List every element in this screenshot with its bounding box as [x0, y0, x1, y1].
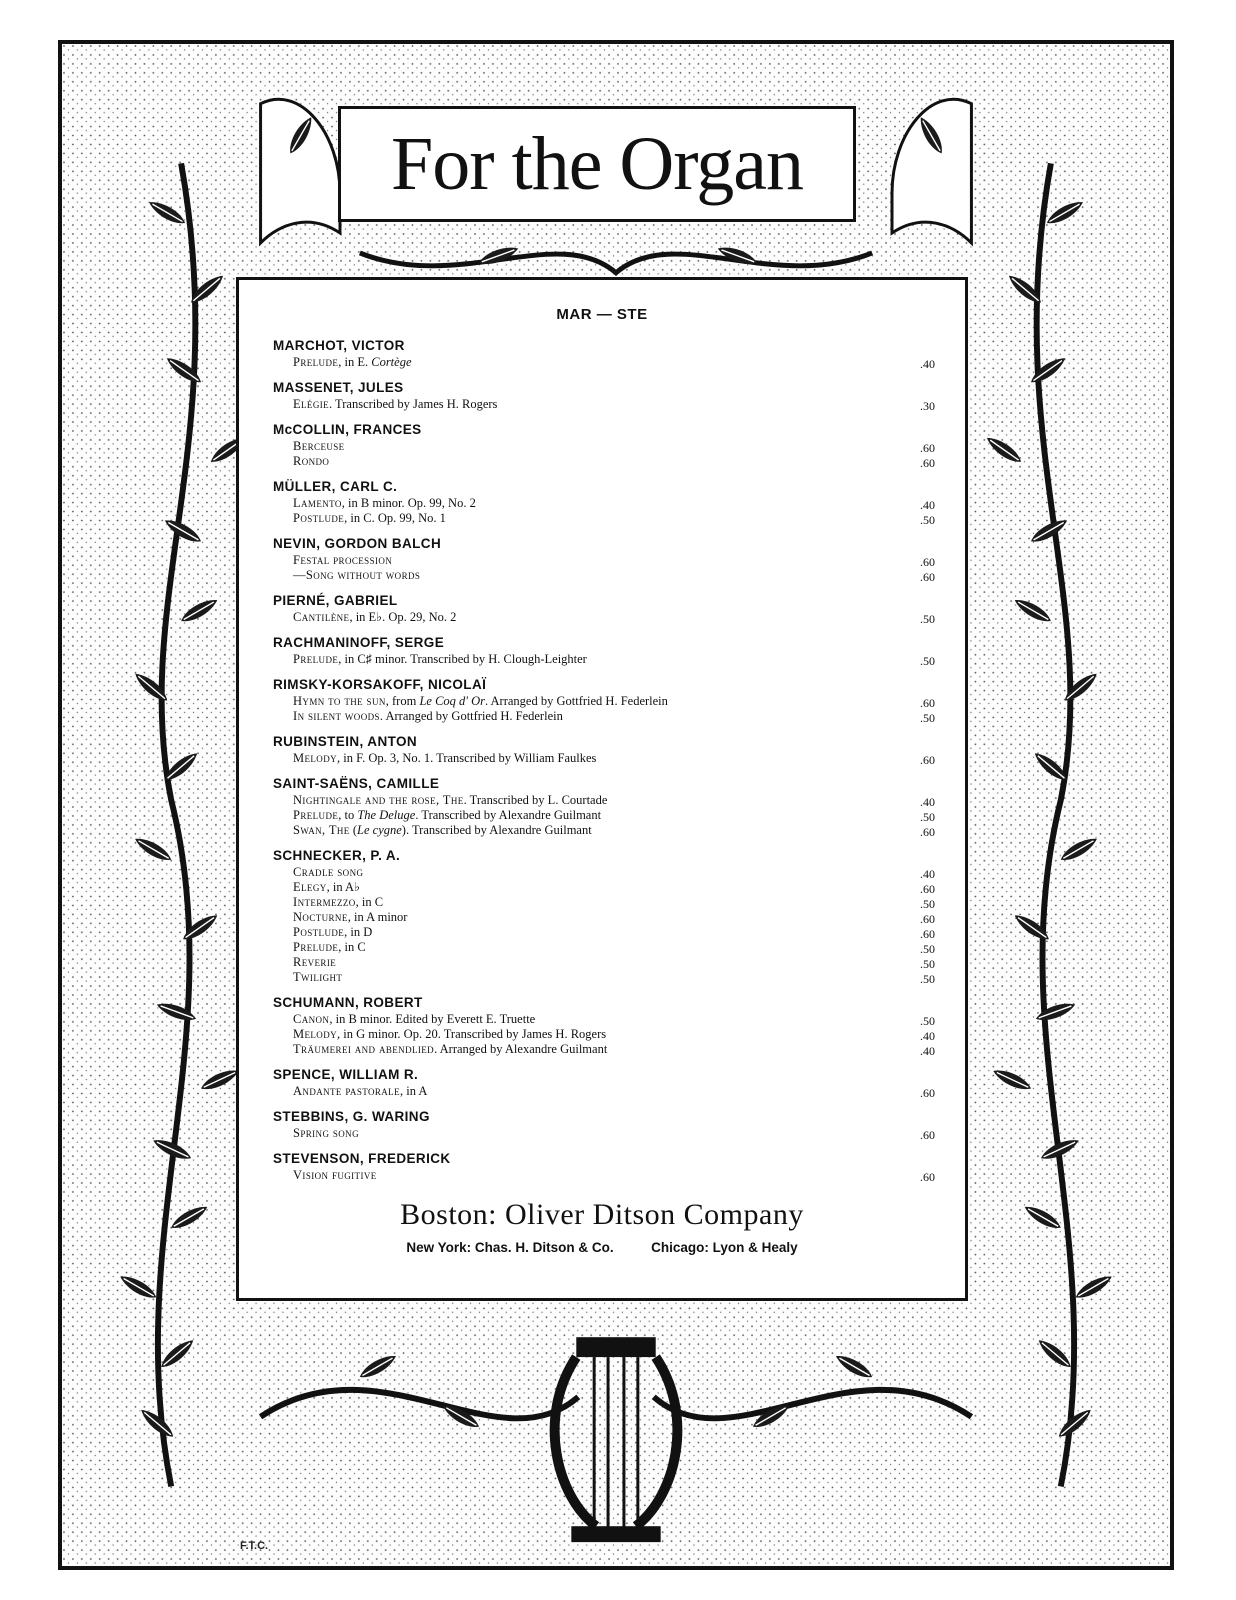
piece-row: [273, 910, 935, 925]
piece-title: Swan, The: [293, 823, 350, 837]
piece-row: [273, 553, 935, 568]
title-banner: [338, 106, 856, 222]
piece-row: [273, 925, 935, 940]
piece-italic: Cortège: [371, 355, 412, 369]
piece-row: [273, 1084, 935, 1099]
piece-price: .50: [920, 972, 935, 986]
piece-row: [273, 652, 935, 667]
piece-detail: , in B minor. Op. 99, No. 2: [341, 496, 476, 510]
composer-heading: SCHUMANN, ROBERT: [273, 995, 423, 1010]
piece-price: .60: [920, 570, 935, 584]
piece-row: [273, 1042, 935, 1057]
piece-title: Cradle song: [293, 865, 364, 879]
piece-title: Nocturne: [293, 910, 348, 924]
piece-italic: Le cygne: [357, 823, 402, 837]
piece-row: [273, 751, 935, 766]
piece-row: [273, 439, 935, 454]
piece-detail: , from: [385, 694, 420, 708]
piece-price: .60: [920, 912, 935, 926]
piece-title: Berceuse: [293, 439, 345, 453]
composer-heading: McCOLLIN, FRANCES: [273, 422, 422, 437]
composer-heading: SPENCE, WILLIAM R.: [273, 1067, 419, 1082]
piece-price: .40: [920, 867, 935, 881]
piece-title: Elégie: [293, 397, 330, 411]
piece-title: Andante pastorale: [293, 1084, 400, 1098]
piece-row: [273, 823, 935, 838]
piece-title: Reverie: [293, 955, 337, 969]
piece-detail: , in C: [338, 940, 366, 954]
piece-detail: , in A: [399, 1084, 428, 1098]
piece-title: Festal procession: [293, 553, 393, 567]
piece-price: .40: [920, 357, 935, 371]
piece-title: Rondo: [293, 454, 330, 468]
publisher-new-york: New York: Chas. H. Ditson & Co.: [406, 1240, 614, 1255]
piece-row: [273, 709, 935, 724]
piece-title: Träumerei and abendlied: [293, 1042, 435, 1056]
piece-title: In silent woods: [293, 709, 380, 723]
piece-detail: , in D: [344, 925, 373, 939]
piece-row: [273, 880, 935, 895]
piece-row: [273, 1168, 935, 1183]
piece-price: .60: [920, 456, 935, 470]
piece-detail: , in B minor. Edited by Everett E. Truette: [329, 1012, 536, 1026]
piece-price: .50: [920, 711, 935, 725]
piece-title: Nightingale and the rose, The: [293, 793, 464, 807]
piece-row: [273, 397, 935, 412]
piece-row: [273, 1126, 935, 1141]
piece-row: [273, 610, 935, 625]
piece-title: Prelude: [293, 652, 339, 666]
piece-price: .50: [920, 1014, 935, 1028]
piece-detail: . Arranged by Alexandre Guilmant: [434, 1042, 608, 1056]
piece-price: .50: [920, 957, 935, 971]
piece-title: Canon: [293, 1012, 330, 1026]
piece-detail: , in E♭. Op. 29, No. 2: [349, 610, 457, 624]
composer-heading: NEVIN, GORDON BALCH: [273, 536, 442, 551]
piece-detail: , in A minor: [347, 910, 408, 924]
page-title: For the Organ: [391, 122, 803, 206]
piece-price: .60: [920, 555, 935, 569]
piece-price: .50: [920, 513, 935, 527]
piece-detail: , in E.: [338, 355, 372, 369]
piece-price: .50: [920, 612, 935, 626]
piece-row: [273, 694, 935, 709]
composer-heading: PIERNÉ, GABRIEL: [273, 593, 398, 608]
piece-row: [273, 1012, 935, 1027]
composer-heading: MÜLLER, CARL C.: [273, 479, 398, 494]
piece-detail: (: [349, 823, 358, 837]
piece-row: [273, 793, 935, 808]
piece-detail-after: ). Transcribed by Alexandre Guilmant: [401, 823, 592, 837]
piece-price: .60: [920, 1086, 935, 1100]
piece-price: .40: [920, 1044, 935, 1058]
piece-detail: . Transcribed by James H. Rogers: [329, 397, 498, 411]
piece-detail: . Arranged by Gottfried H. Federlein: [379, 709, 563, 723]
composer-heading: RACHMANINOFF, SERGE: [273, 635, 445, 650]
piece-price: .60: [920, 882, 935, 896]
piece-price: .30: [920, 399, 935, 413]
piece-detail: , in C. Op. 99, No. 1: [344, 511, 446, 525]
artist-mark: F.T.C.: [240, 1540, 269, 1552]
piece-row: [273, 955, 935, 970]
piece-title: Melody: [293, 751, 338, 765]
piece-price: .50: [920, 897, 935, 911]
piece-title: Prelude: [293, 355, 339, 369]
piece-row: [273, 568, 935, 583]
piece-price: .60: [920, 441, 935, 455]
piece-price: .50: [920, 654, 935, 668]
publisher-main: Boston: Oliver Ditson Company: [400, 1198, 804, 1231]
piece-row: [273, 808, 935, 823]
piece-detail: , in C: [355, 895, 384, 909]
piece-detail-after: . Arranged by Gottfried H. Federlein: [484, 694, 668, 708]
composer-heading: STEVENSON, FREDERICK: [273, 1151, 451, 1166]
piece-title: Prelude: [293, 808, 339, 822]
composer-heading: MASSENET, JULES: [273, 380, 404, 395]
composer-heading: MARCHOT, VICTOR: [273, 338, 405, 353]
piece-title: Lamento: [293, 496, 342, 510]
piece-row: [273, 355, 935, 370]
piece-title: Vision fugitive: [293, 1168, 377, 1182]
piece-detail: , in F. Op. 3, No. 1. Transcribed by William Faulkes: [337, 751, 597, 765]
piece-title: Intermezzo: [293, 895, 356, 909]
composer-heading: STEBBINS, G. WARING: [273, 1109, 430, 1124]
piece-title: Postlude: [293, 925, 345, 939]
piece-row: [273, 865, 935, 880]
piece-price: .40: [920, 498, 935, 512]
composer-heading: SCHNECKER, P. A.: [273, 848, 401, 863]
piece-detail: . Transcribed by L. Courtade: [463, 793, 608, 807]
piece-row: [273, 1027, 935, 1042]
piece-price: .60: [920, 696, 935, 710]
piece-price: .60: [920, 1170, 935, 1184]
piece-title: Melody: [293, 1027, 338, 1041]
composer-heading: RUBINSTEIN, ANTON: [273, 734, 418, 749]
piece-title: Twilight: [293, 970, 343, 984]
piece-price: .40: [920, 1029, 935, 1043]
piece-row: [273, 454, 935, 469]
piece-price: .60: [920, 753, 935, 767]
catalog-panel: [236, 277, 968, 1301]
piece-title: Spring song: [293, 1126, 359, 1140]
piece-detail: , in C♯ minor. Transcribed by H. Clough-Leighter: [338, 652, 587, 666]
piece-title: Cantilène: [293, 610, 350, 624]
piece-row: [273, 895, 935, 910]
alphabetical-range: MAR — STE: [556, 306, 648, 323]
piece-price: .60: [920, 825, 935, 839]
piece-price: .60: [920, 927, 935, 941]
piece-detail-after: . Transcribed by Alexandre Guilmant: [415, 808, 602, 822]
piece-detail: , in A♭: [326, 880, 360, 894]
publisher-branches: [239, 1240, 965, 1255]
piece-price: .50: [920, 810, 935, 824]
piece-title: Postlude: [293, 511, 345, 525]
piece-price: .40: [920, 795, 935, 809]
piece-price: .60: [920, 1128, 935, 1142]
piece-row: [273, 496, 935, 511]
piece-italic: Le Coq d' Or: [419, 694, 485, 708]
piece-detail: , to: [338, 808, 358, 822]
piece-detail: , in G minor. Op. 20. Transcribed by James H. Rogers: [337, 1027, 607, 1041]
piece-title: —Song without words: [293, 568, 421, 582]
piece-title: Hymn to the sun: [293, 694, 386, 708]
piece-row: [273, 511, 935, 526]
piece-italic: The Deluge: [357, 808, 416, 822]
piece-price: .50: [920, 942, 935, 956]
piece-title: Prelude: [293, 940, 339, 954]
piece-title: Elegy: [293, 880, 327, 894]
publisher-chicago: Chicago: Lyon & Healy: [651, 1240, 798, 1255]
piece-row: [273, 940, 935, 955]
piece-row: [273, 970, 935, 985]
publisher-block: [239, 1198, 965, 1255]
catalog-list: [273, 334, 935, 1189]
composer-heading: SAINT-SAËNS, CAMILLE: [273, 776, 440, 791]
composer-heading: RIMSKY-KORSAKOFF, NICOLAÏ: [273, 677, 487, 692]
